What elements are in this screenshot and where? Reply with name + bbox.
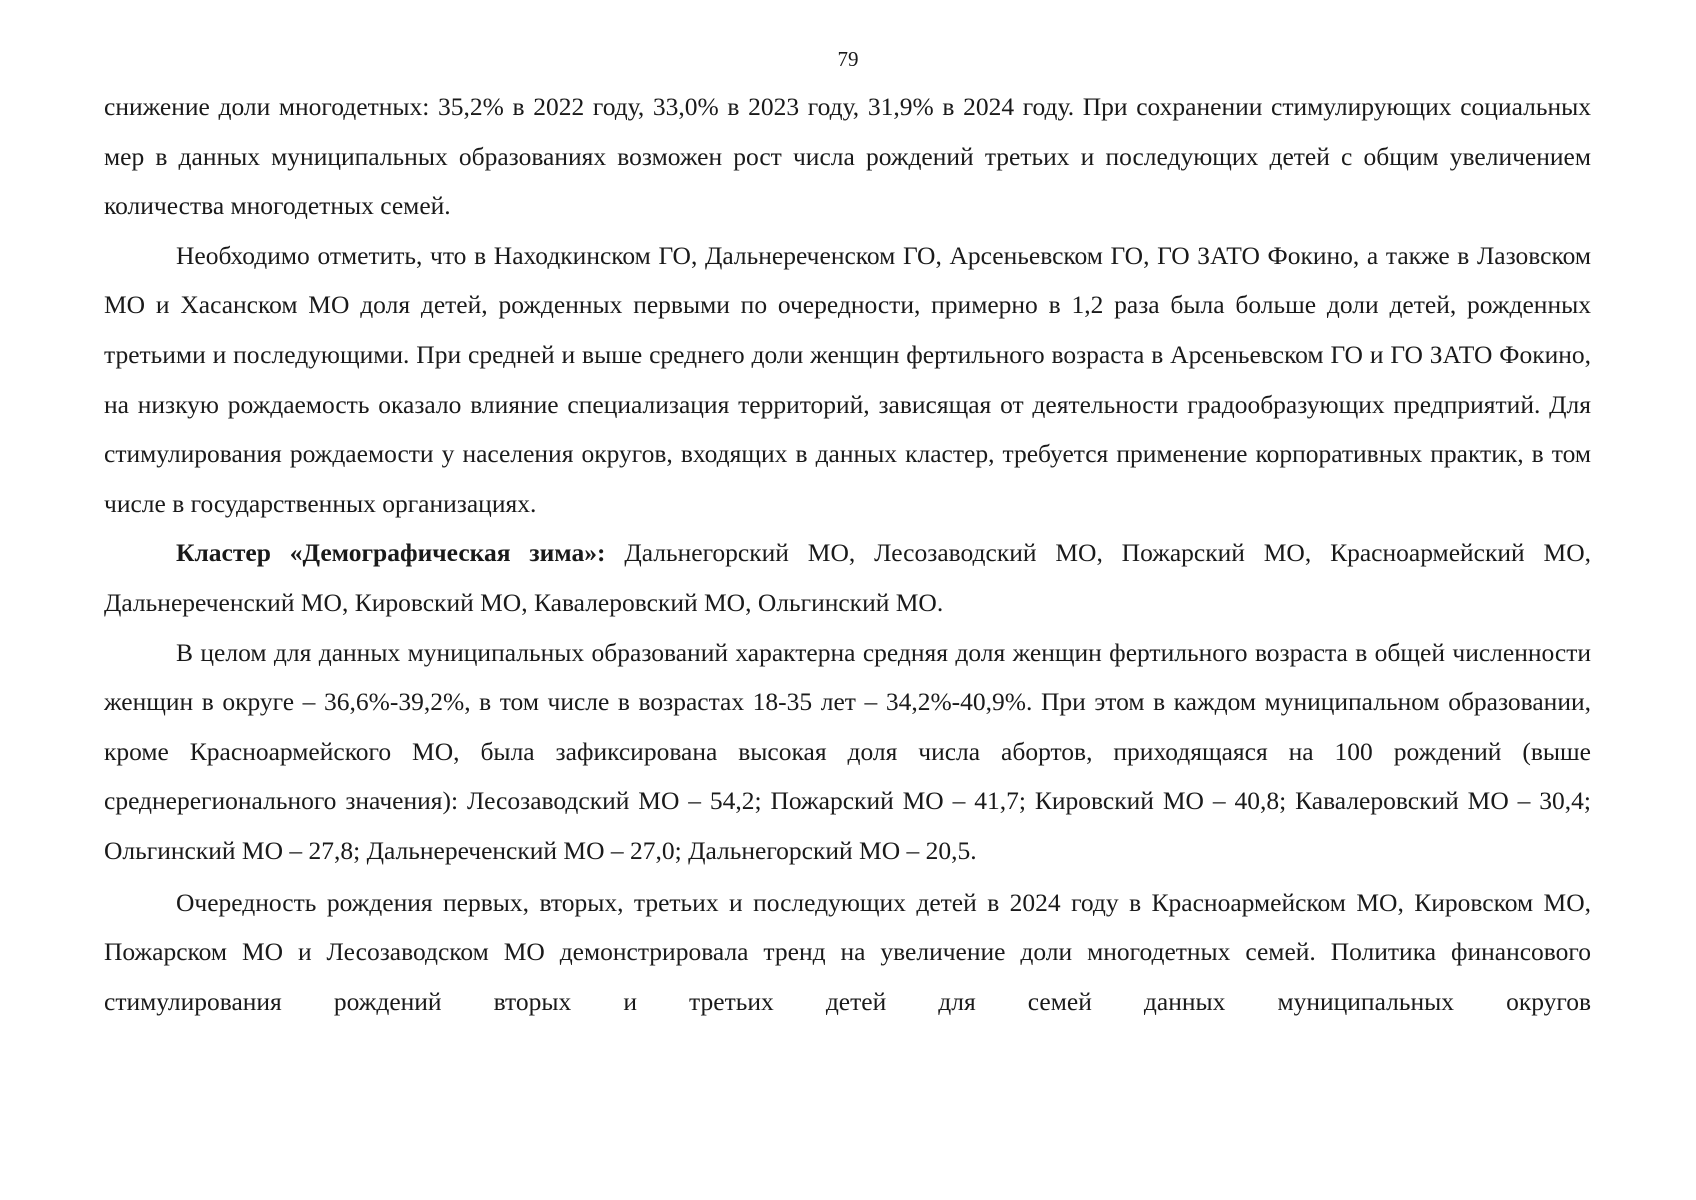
paragraph-cluster-heading — [104, 528, 1591, 627]
cluster-members: Дальнегорский МО, Лесозаводский МО, Пожарский МО, Красноармейский МО, Дальнереченский МО, Кировский МО, Кавалеровский МО, Ольгинский МО. — [104, 538, 1591, 617]
page-number: 79 — [837, 47, 859, 71]
paragraph-continuation: снижение доли многодетных: 35,2% в 2022 году, 33,0% в 2023 году, 31,9% в 2024 году. При сохранении стимулирующих социальных мер в данных муниципальных образованиях возможен рост числа рождений третьих и последующих детей с общим увеличением количества многодетных семей. — [104, 92, 1591, 221]
body-text — [104, 82, 1591, 1026]
paragraph-birth-order: Очередность рождения первых, вторых, третьих и последующих детей в 2024 году в Красноармейском МО, Кировском МО, Пожарском МО и Лесозаводском МО демонстрировала тренд на увеличение доли многодетных семей. Политика финансового стимулирования рождений вторых и третьих детей для семей данных муниципальных округов — [104, 887, 1591, 1016]
paragraph-fertility-abortions: В целом для данных муниципальных образований характерна средняя доля женщин фертильного возраста в общей численности женщин в округе – 36,6%-39,2%, в том числе в возрастах 18-35 лет – 34,2%-40,9%. При этом в каждом муниципальном образовании, кроме Красноармейского МО, была зафиксирована высокая доля числа абортов, приходящаяся на 100 рождений (выше среднерегионального значения): Лесозаводский МО – 54,2; Пожарский МО – 41,7; Кировский МО – 40,8; Кавалеровский МО – 30,4; Ольгинский МО – 27,8; Дальнереченский МО – 27,0; Дальнегорский МО – 20,5. — [104, 637, 1591, 865]
paragraph-city-districts: Необходимо отметить, что в Находкинском ГО, Дальнереченском ГО, Арсеньевском ГО, ГО ЗАТО Фокино, а также в Лазовском МО и Хасанском МО доля детей, рожденных первыми по очередности, примерно в 1,2 раза была больше доли детей, рожденных третьими и последующими. При средней и выше среднего доли женщин фертильного возраста в Арсеньевском ГО и ГО ЗАТО Фокино, на низкую рождаемость оказало влияние специализация территорий, зависящая от деятельности градообразующих предприятий. Для стимулирования рождаемости у населения округов, входящих в данных кластер, требуется применение корпоративных практик, в том числе в государственных организациях. — [104, 240, 1591, 518]
cluster-title: Кластер «Демографическая зима»: — [176, 538, 606, 568]
